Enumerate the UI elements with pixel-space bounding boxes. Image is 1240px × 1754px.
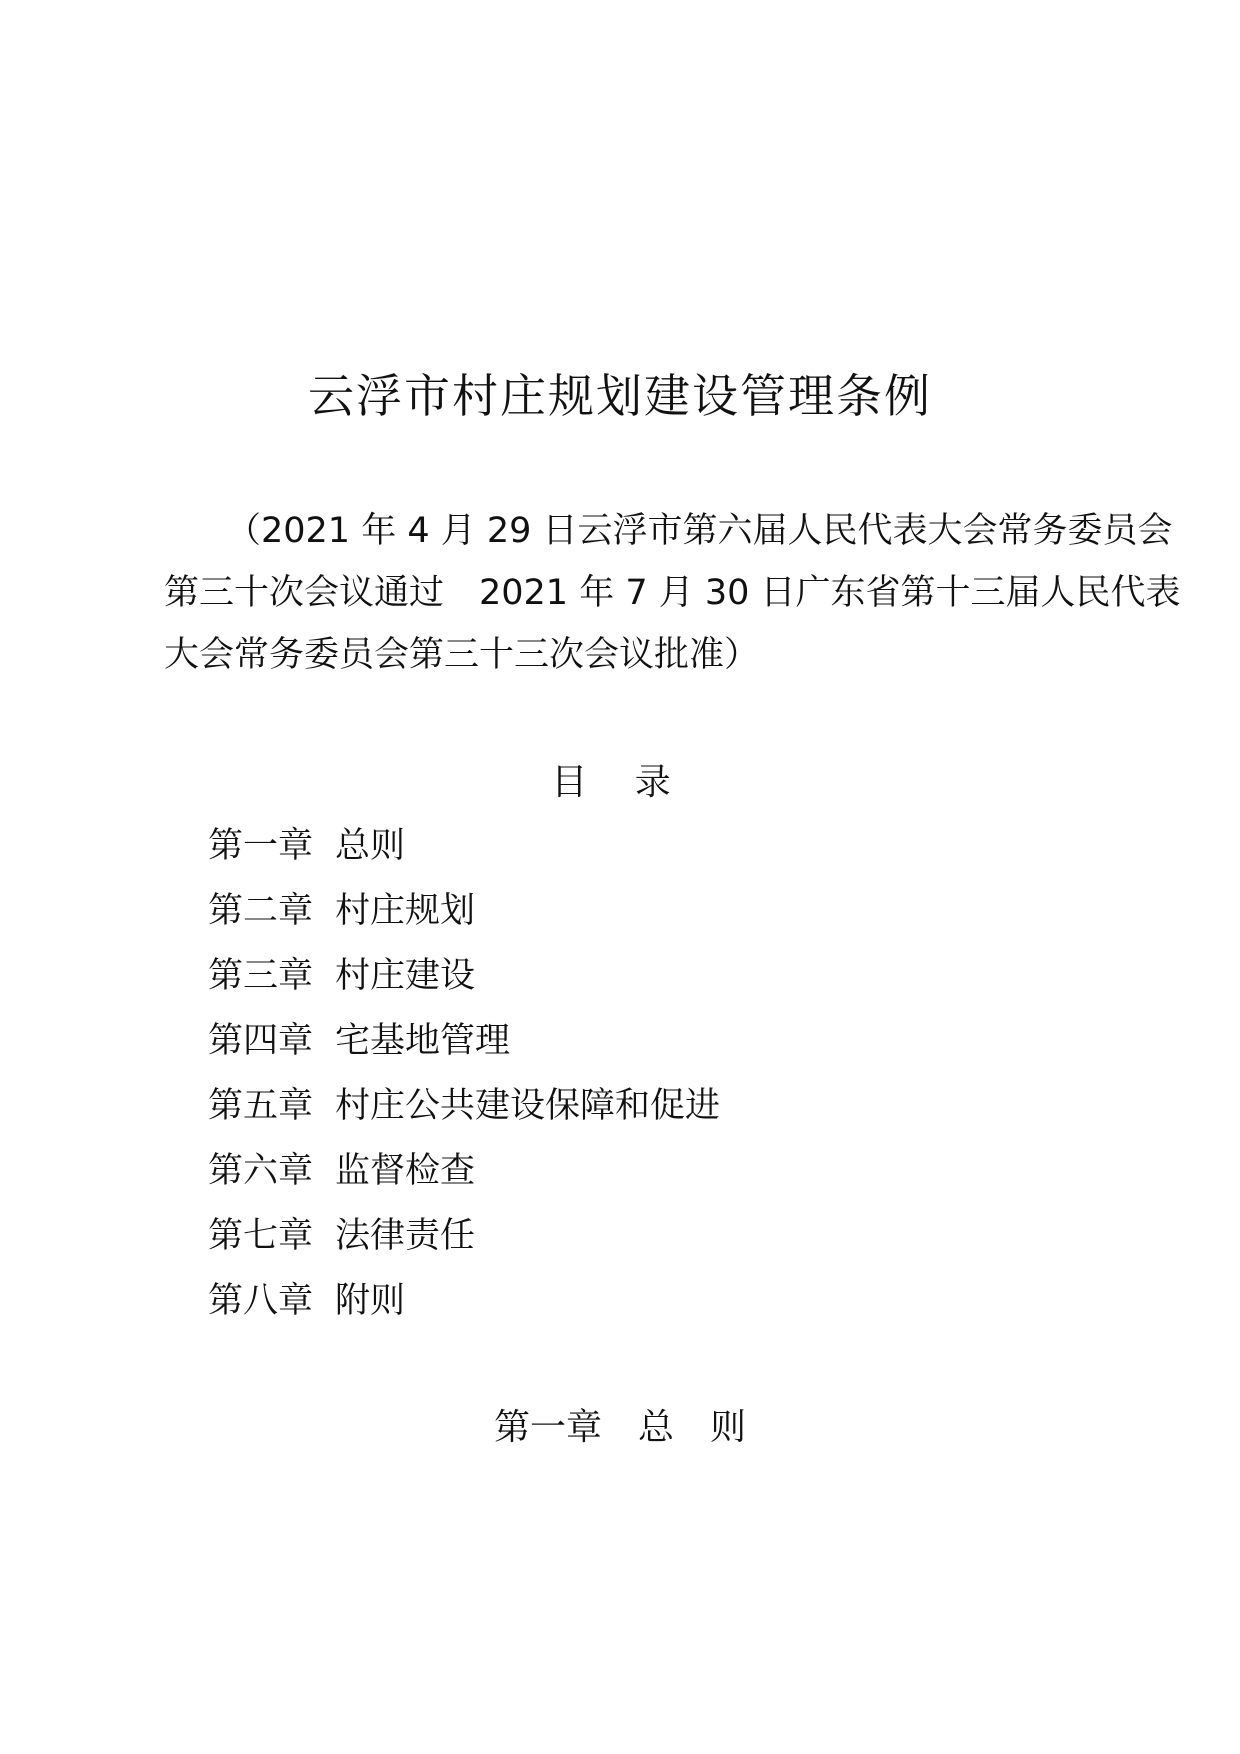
- toc-chapter-number: 第三章: [208, 956, 314, 996]
- approval-note: [164, 500, 1181, 686]
- toc-item: [208, 1278, 720, 1343]
- toc-item: [208, 823, 720, 888]
- toc-item: [208, 953, 720, 1018]
- table-of-contents: [208, 823, 720, 1343]
- toc-chapter-number: 第四章: [208, 1021, 314, 1061]
- approval-line: 大会常务委员会第三十三次会议批准）: [164, 635, 760, 675]
- toc-chapter-number: 第八章: [208, 1281, 314, 1321]
- toc-item: [208, 1148, 720, 1213]
- toc-chapter-title: 村庄规划: [335, 891, 476, 931]
- chapter-heading: 第一章 总 则: [493, 1407, 746, 1448]
- toc-chapter-title: 总则: [335, 826, 406, 866]
- toc-chapter-number: 第二章: [208, 891, 314, 931]
- toc-item: [208, 1213, 720, 1278]
- toc-chapter-title: 村庄公共建设保障和促进: [335, 1086, 721, 1126]
- toc-chapter-title: 宅基地管理: [335, 1021, 511, 1061]
- toc-chapter-number: 第五章: [208, 1086, 314, 1126]
- toc-chapter-number: 第一章: [208, 826, 314, 866]
- approval-line: （2021 年 4 月 29 日云浮市第六届人民代表大会常务委员会: [226, 511, 1173, 551]
- toc-chapter-title: 法律责任: [335, 1216, 476, 1256]
- toc-item: [208, 1083, 720, 1148]
- toc-heading: 目 录: [551, 762, 689, 803]
- toc-item: [208, 1018, 720, 1083]
- document-title: 云浮市村庄规划建设管理条例: [308, 369, 932, 423]
- toc-chapter-number: 第六章: [208, 1151, 314, 1191]
- toc-chapter-title: 附则: [335, 1281, 406, 1321]
- approval-line: 第三十次会议通过 2021 年 7 月 30 日广东省第十三届人民代表: [164, 573, 1181, 613]
- toc-chapter-title: 村庄建设: [335, 956, 476, 996]
- toc-chapter-title: 监督检查: [335, 1151, 476, 1191]
- toc-item: [208, 888, 720, 953]
- toc-chapter-number: 第七章: [208, 1216, 314, 1256]
